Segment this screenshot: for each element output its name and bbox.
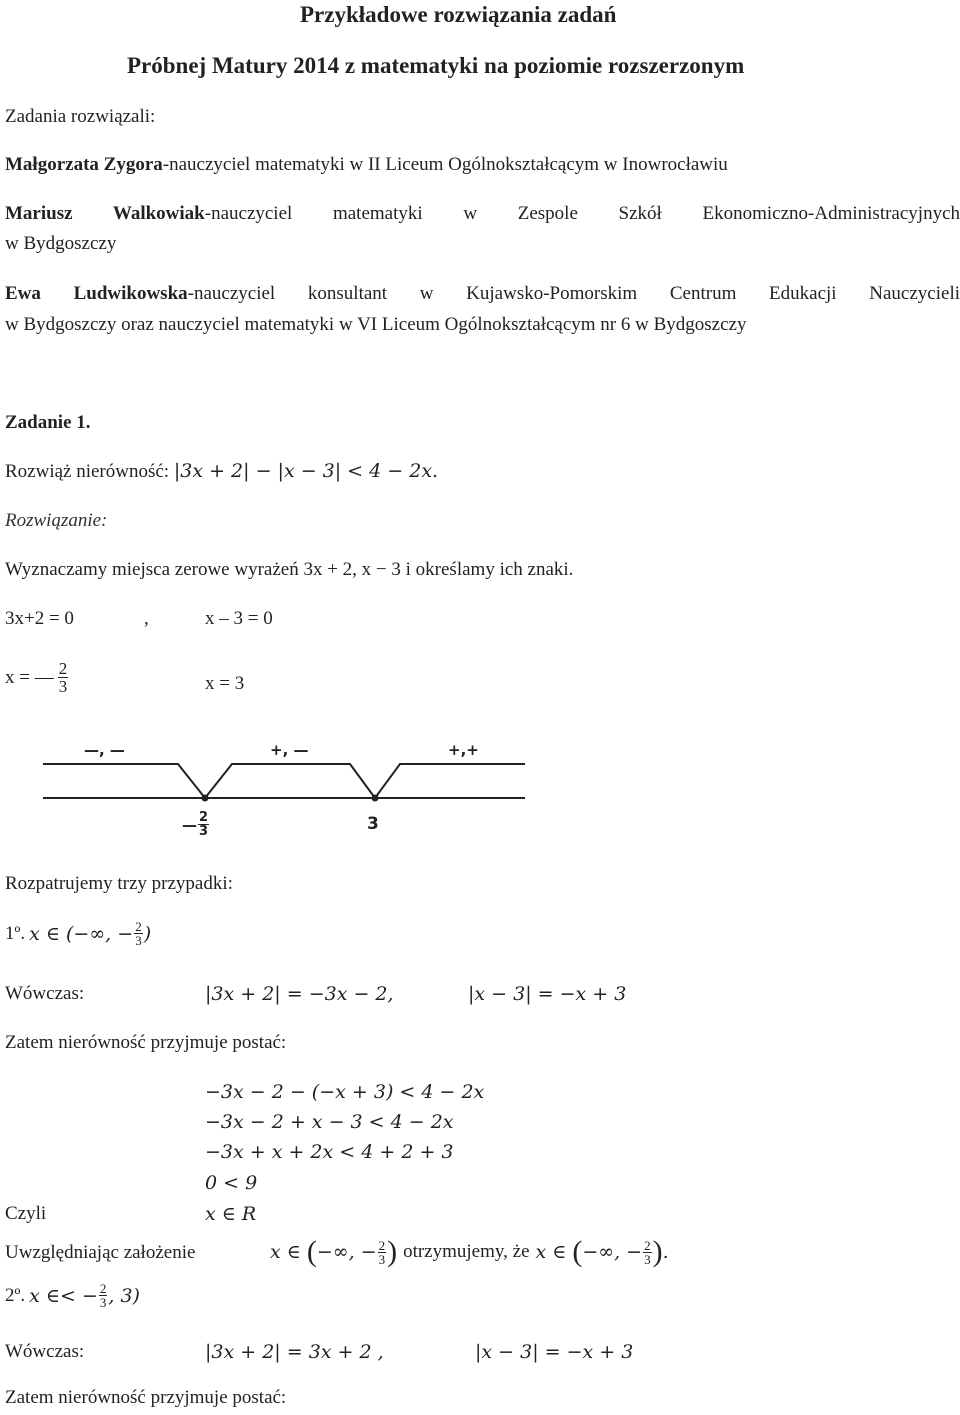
zero-sol-1-num: 2 [58,659,68,678]
case1-otrzymujemy: otrzymujemy, że [403,1241,530,1262]
task-prompt-expr: |3x + 2| − |x − 3| < 4 − 2x. [173,460,439,482]
case1-step-3: −3x + x + 2x < 4 + 2 + 3 [205,1141,454,1163]
sign-label-2: +, — [270,741,309,759]
case1-step-4: 0 < 9 [205,1172,258,1194]
case1-uwzgl-open-paren: ( [306,1235,317,1268]
case1-uwzgl-den: 3 [378,1251,386,1267]
zero-point-1 [202,795,209,802]
case2-domain-den: 3 [99,1295,107,1310]
solution-label: Rozwiązanie: [5,510,108,531]
task-prompt-label: Rozwiąż nierówność: [5,461,170,482]
zero-sol-1-prefix: x = — [5,666,54,688]
author-1-desc: -nauczyciel matematyki w II Liceum Ogólnokształcącym w Inowrocławiu [162,154,728,175]
author-2-desc-line2: w Bydgoszczy [5,233,117,254]
zero-eq-1: 3x+2 = 0 [5,608,74,629]
case2-domain [5,1282,140,1309]
author-2-desc: -nauczyciel matematyki w Zespole Szkół Ekonomiczno-Administracyjnych [204,203,960,224]
case1-result-end: . [662,1241,669,1263]
case1-uwzgl-label: Uwzględniając założenie [5,1242,196,1263]
case1-czyli-label: Czyli [5,1203,47,1224]
case1-domain-expr: x ∈ (−∞, − [29,922,134,945]
sign-label-3: +,+ [448,741,479,759]
point-label-2: 3 [367,814,379,834]
case1-result-interval: −∞, − [582,1241,643,1263]
case1-step-1: −3x − 2 − (−x + 3) < 4 − 2x [205,1081,485,1103]
sign-curve [43,764,525,798]
author-3-desc: -nauczyciel konsultant w Kujawsko-Pomorskim Centrum Edukacji Nauczycieli [187,283,960,304]
author-2-name: Mariusz Walkowiak [5,203,205,224]
case2-zatem: Zatem nierówność przyjmuje postać: [5,1387,287,1408]
case1-uwzgl-close-paren: ) [387,1235,398,1268]
case1-wowczas-label: Wówczas: [5,983,85,1004]
zero-sol-1-den: 3 [58,677,68,696]
case1-domain-num: 2 [135,919,142,934]
point-label-1 [182,811,210,838]
case1-result-den: 3 [644,1251,651,1267]
case1-result-close-paren: ) [652,1235,663,1268]
case2-label: 2º. [5,1284,26,1306]
point-label-1-prefix: — [182,815,197,834]
author-1-name: Małgorzata Zygora [5,154,163,175]
point-label-1-num: 2 [199,810,209,825]
solved-by-label: Zadania rozwiązali: [5,106,156,127]
case2-domain-fraction [99,1282,108,1309]
case1-abs-2: |x − 3| = −x + 3 [468,983,627,1005]
case1-czyli-expr: x ∈ R [205,1203,257,1225]
case1-domain-den: 3 [135,933,142,948]
zero-eq-sep: , [144,608,149,629]
case2-domain-close: , 3) [108,1284,140,1307]
case1-domain-fraction [134,920,143,947]
author-3-desc-line2: w Bydgoszczy oraz nauczyciel matematyki w VI Liceum Ogólnokształcącym nr 6 w Bydgoszczy [5,314,747,335]
case1-abs-1: |3x + 2| = −3x − 2, [205,983,394,1005]
case1-label: 1º. [5,922,26,944]
sign-label-1: —, — [84,741,125,759]
case1-uwzgl-num: 2 [378,1237,386,1253]
zero-sol-2: x = 3 [205,673,245,694]
cases-intro: Rozpatrujemy trzy przypadki: [5,873,233,894]
case2-domain-num: 2 [99,1281,107,1296]
zero-eq-2: x – 3 = 0 [205,608,273,629]
case1-result-fraction [643,1239,652,1266]
case1-domain [5,920,151,947]
point-label-1-den: 3 [199,824,209,839]
case2-domain-expr: x ∈< − [29,1284,98,1307]
case2-wowczas-label: Wówczas: [5,1341,85,1362]
case2-abs-2: |x − 3| = −x + 3 [475,1341,634,1363]
case1-result-open-paren: ( [572,1235,583,1268]
case1-zatem: Zatem nierówność przyjmuje postać: [5,1032,287,1053]
case1-uwzgl-fraction [378,1239,387,1266]
zeros-intro: Wyznaczamy miejsca zerowe wyrażeń 3x + 2, x − 3 i określamy ich znaki. [5,559,574,580]
case1-uwzgl-interval: −∞, − [316,1241,377,1263]
author-3-name: Ewa Ludwikowska [5,283,188,304]
page-title: Przykładowe rozwiązania zadań [300,2,617,27]
point-label-1-fraction [198,811,209,838]
case1-uwzgl-expr [270,1232,669,1272]
case1-result-num: 2 [644,1237,651,1253]
case1-domain-close: ) [143,922,152,945]
page-subtitle: Próbnej Matury 2014 z matematyki na poziomie rozszerzonym [127,53,745,78]
case2-abs-1: |3x + 2| = 3x + 2 , [205,1341,384,1363]
task-heading: Zadanie 1. [5,412,91,433]
case1-result-x: x ∈ [535,1241,567,1263]
case1-uwzgl-x: x ∈ [270,1241,301,1263]
case1-step-2: −3x − 2 + x − 3 < 4 − 2x [205,1111,454,1133]
zero-point-2 [372,795,379,802]
